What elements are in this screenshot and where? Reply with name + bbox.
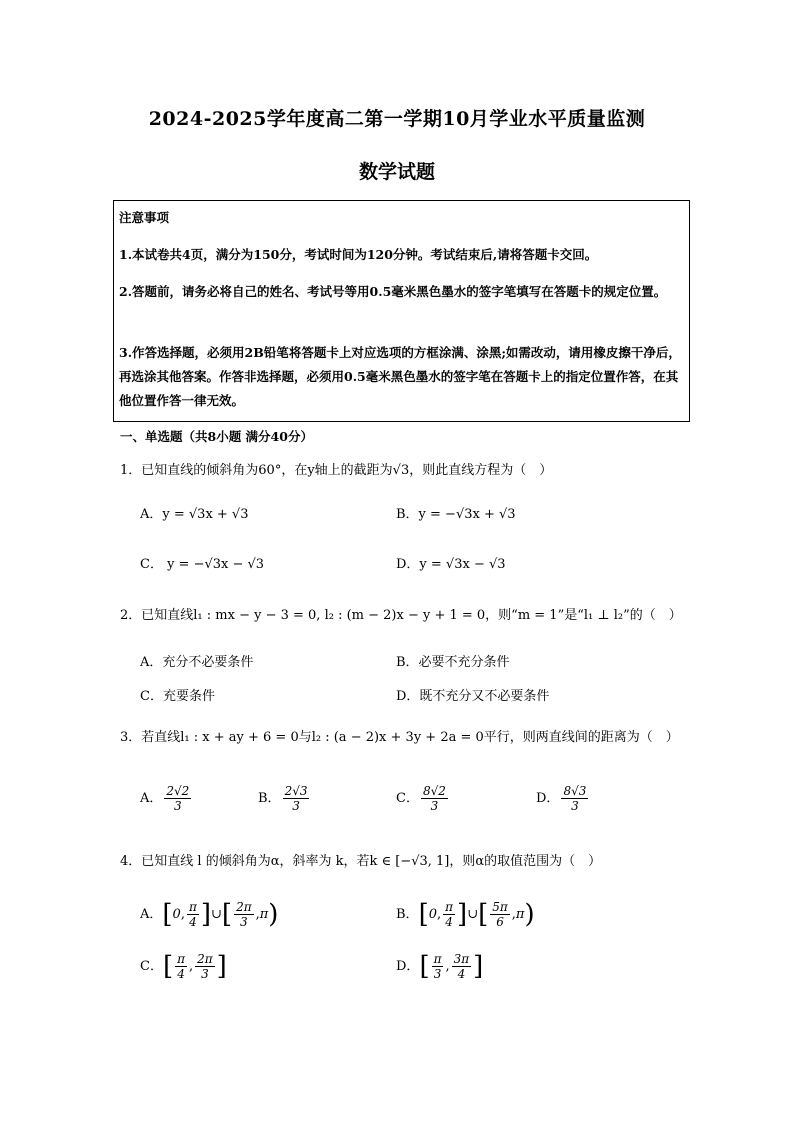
denominator: 4 [189, 915, 197, 929]
denominator: 4 [445, 915, 453, 929]
numerator: 2√3 [284, 784, 308, 798]
numerator: 3π [453, 952, 470, 966]
interval-end: π [259, 907, 269, 922]
question-4-option-c: C．[ $\frac{\pi}{4}$ , $\frac{2\pi}{3}$ ] [140, 951, 227, 982]
right-bracket: ] [457, 899, 468, 930]
fraction [452, 952, 472, 981]
left-bracket: [ [418, 899, 429, 930]
left-bracket: [ [419, 951, 430, 982]
interval-start: 0 [172, 907, 181, 922]
question-1-option-b: B．y = −√3x + √3 [396, 507, 516, 522]
fraction [561, 784, 588, 813]
question-2-option-b: B．必要不充分条件 [396, 655, 510, 670]
left-bracket: [ [162, 899, 173, 930]
option-label: C． [396, 791, 419, 806]
question-2-option-d: D．既不充分又不必要条件 [396, 689, 550, 704]
numerator: 5π [492, 900, 508, 914]
fraction [421, 784, 448, 813]
question-1-option-c: C． y = −√3x − √3 [140, 557, 265, 572]
question-2-text: 2．已知直线l₁ : mx − y − 3 = 0, l₂ : (m − 2)x − y + 1 = 0，则“m = 1”是“l₁ ⊥ l₂”的（ ） [120, 608, 682, 623]
question-1-option-d: D．y = √3x − √3 [396, 557, 506, 572]
question-3-option-a [140, 784, 193, 813]
fraction [432, 952, 444, 981]
left-bracket: [ [221, 899, 233, 930]
question-3-option-d [536, 784, 590, 813]
question-2-option-c: C．充要条件 [140, 689, 215, 704]
option-label: A． [140, 791, 163, 806]
numerator: 2π [197, 952, 213, 966]
right-paren: ) [524, 899, 535, 930]
notice-title: 注意事项 [119, 210, 170, 225]
denominator: 3 [240, 915, 248, 929]
right-bracket: ] [473, 951, 484, 982]
numerator: 2√2 [166, 784, 190, 798]
denominator: 3 [292, 799, 300, 813]
option-label: D． [536, 791, 560, 806]
option-label: A． [140, 907, 163, 922]
option-label: D． [396, 959, 420, 974]
fraction [490, 900, 510, 929]
denominator: 3 [433, 967, 442, 981]
fraction [283, 784, 310, 813]
fraction [187, 900, 199, 929]
fraction [443, 900, 455, 929]
question-1-option-a: A．y = √3x + √3 [140, 507, 249, 522]
denominator: 3 [571, 799, 579, 813]
page-title: 2024-2025学年度高二第一学期10月学业水平质量监测 [148, 108, 646, 130]
fraction [195, 952, 215, 981]
question-4-option-a: A．[0, $\frac{\pi}{4}$ ]∪[ $\frac{2\pi}{3}$ ,π) [140, 899, 279, 930]
question-4-text: 4．已知直线 l 的倾斜角为α，斜率为 k，若k ∈ [−√3, 1]，则α的取值范围为（ ） [120, 854, 602, 869]
option-label: B． [258, 791, 281, 806]
left-bracket: [ [162, 951, 174, 982]
denominator: 4 [457, 967, 466, 981]
section-title: 一、单选题（共8小题 满分40分） [120, 429, 313, 444]
denominator: 3 [430, 799, 439, 813]
fraction [164, 784, 191, 813]
left-bracket: [ [478, 899, 489, 930]
option-label: B． [396, 907, 419, 922]
question-1-text: 1．已知直线的倾斜角为60°，在y轴上的截距为√3，则此直线方程为（ ） [120, 463, 553, 478]
question-3-option-c [396, 784, 450, 813]
right-bracket: ] [200, 899, 212, 930]
question-3-option-b [258, 784, 311, 813]
numerator: π [445, 900, 454, 914]
interval-end: π [515, 907, 525, 922]
denominator: 3 [174, 799, 182, 813]
notice-item-3: 3.作答选择题，必须用2B铅笔将答题卡上对应选项的方框涂满、涂黑;如需改动，请用橡皮擦干净后，再选涂其他答案。作答非选择题，必须用0.5毫米黑色墨水的签字笔在答题卡上的指定位置作答，在其他位置作答一律无效。 [119, 345, 681, 408]
question-4-option-d: D．[ $\frac{\pi}{3}$ , $\frac{3\pi}{4}$ ] [396, 951, 484, 982]
fraction [175, 952, 187, 981]
notice-item-1: 1.本试卷共4页，满分为150分，考试时间为120分钟。考试结束后,请将答题卡交回。 [119, 247, 598, 262]
page-subtitle: 数学试题 [358, 161, 435, 183]
question-2-option-a: A．充分不必要条件 [140, 655, 254, 670]
right-bracket: ] [216, 951, 227, 982]
numerator: 8√3 [563, 784, 587, 798]
numerator: π [177, 952, 185, 966]
fraction [234, 900, 254, 929]
right-paren: ) [268, 899, 279, 930]
numerator: 2π [236, 900, 252, 914]
denominator: 3 [201, 967, 209, 981]
denominator: 4 [177, 967, 185, 981]
numerator: π [188, 900, 197, 914]
option-label: C． [140, 959, 163, 974]
question-4-option-b: B．[0, $\frac{\pi}{4}$ ]∪[ $\frac{5\pi}{6}$ ,π) [396, 899, 535, 930]
question-3-text: 3．若直线l₁ : x + ay + 6 = 0与l₂ : (a − 2)x + 3y + 2a = 0平行，则两直线间的距离为（ ） [120, 730, 679, 745]
numerator: 8√2 [422, 784, 446, 798]
interval-start: 0 [428, 907, 437, 922]
notice-item-2: 2.答题前，请务必将自己的姓名、考试号等用0.5毫米黑色墨水的签字笔填写在答题卡的规定位置。 [119, 284, 667, 299]
denominator: 6 [496, 915, 504, 929]
numerator: π [433, 952, 442, 966]
